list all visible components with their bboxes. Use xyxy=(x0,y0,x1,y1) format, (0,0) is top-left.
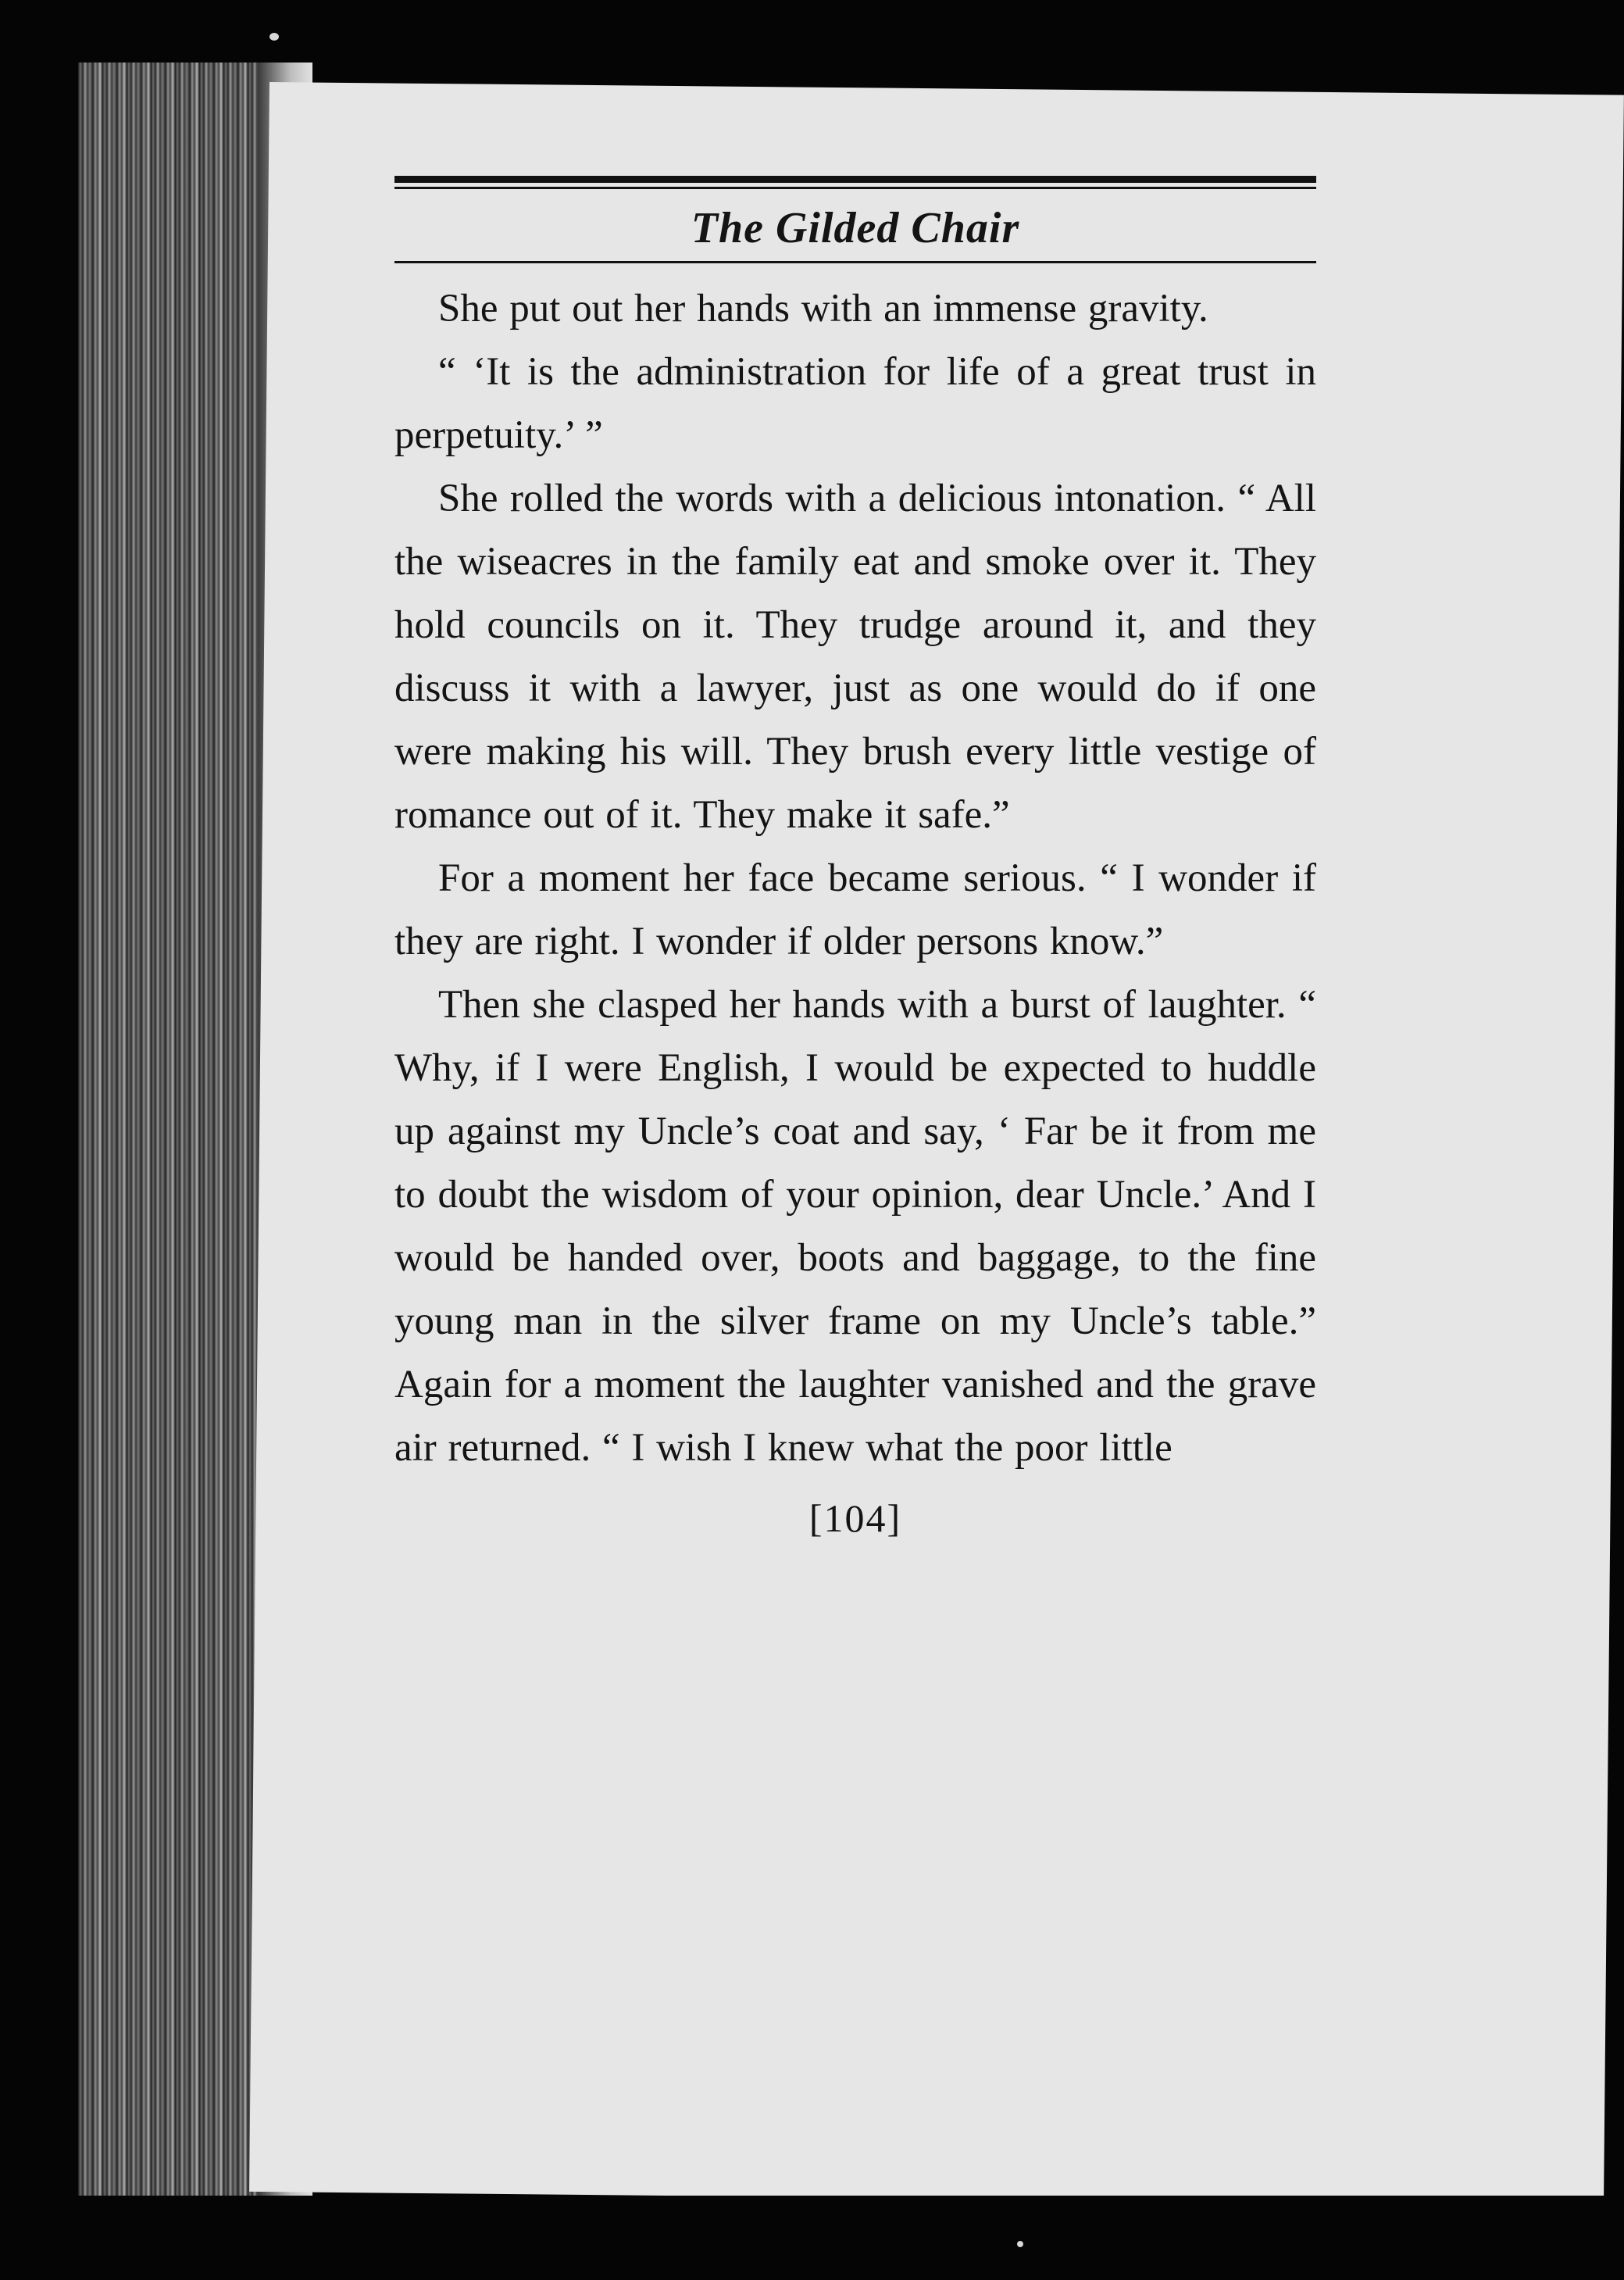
header-rule-under xyxy=(394,261,1316,263)
paragraph-1: She put out her hands with an immense gravity. xyxy=(438,287,1208,331)
paragraph-2: “ ‘It is the administration for life of a great trust in perpetuity.’ ” xyxy=(394,350,1316,457)
paragraph-5: Then she clasped her hands with a burst of laughter. “ Why, if I were English, I would be expected to huddle up against my Uncle’s coat and say, ‘ Far be it from me to doubt the wisdom of your opinion, dear Uncle.’ And I would be handed over, boots and baggage, to the fine young man in the silver frame on my Uncle’s table.” Again for a moment the laughter vanished and the grave air returned. “ I wish I knew what the poor little xyxy=(394,983,1316,1470)
page-number: [104] xyxy=(808,1496,902,1540)
dust-speck xyxy=(1017,2241,1023,2247)
paragraph-3: She rolled the words with a delicious intonation. “ All the wiseacres in the family eat and smoke over it. They hold councils on it. They trudge around it, and they discuss it with a lawyer, just as one would do if one were making his will. They brush every little vestige of romance out of it. They make it safe.” xyxy=(394,477,1316,837)
scan-background-bottom xyxy=(0,2196,1624,2280)
dust-speck xyxy=(269,33,279,41)
header-rule-thick xyxy=(394,176,1316,183)
header-rule-thin xyxy=(394,187,1316,189)
page-content xyxy=(394,82,1316,1546)
paragraph-4: For a moment her face became serious. “ I wonder if they are right. I wonder if older persons know.” xyxy=(394,856,1316,963)
running-title: The Gilded Chair xyxy=(691,204,1020,252)
